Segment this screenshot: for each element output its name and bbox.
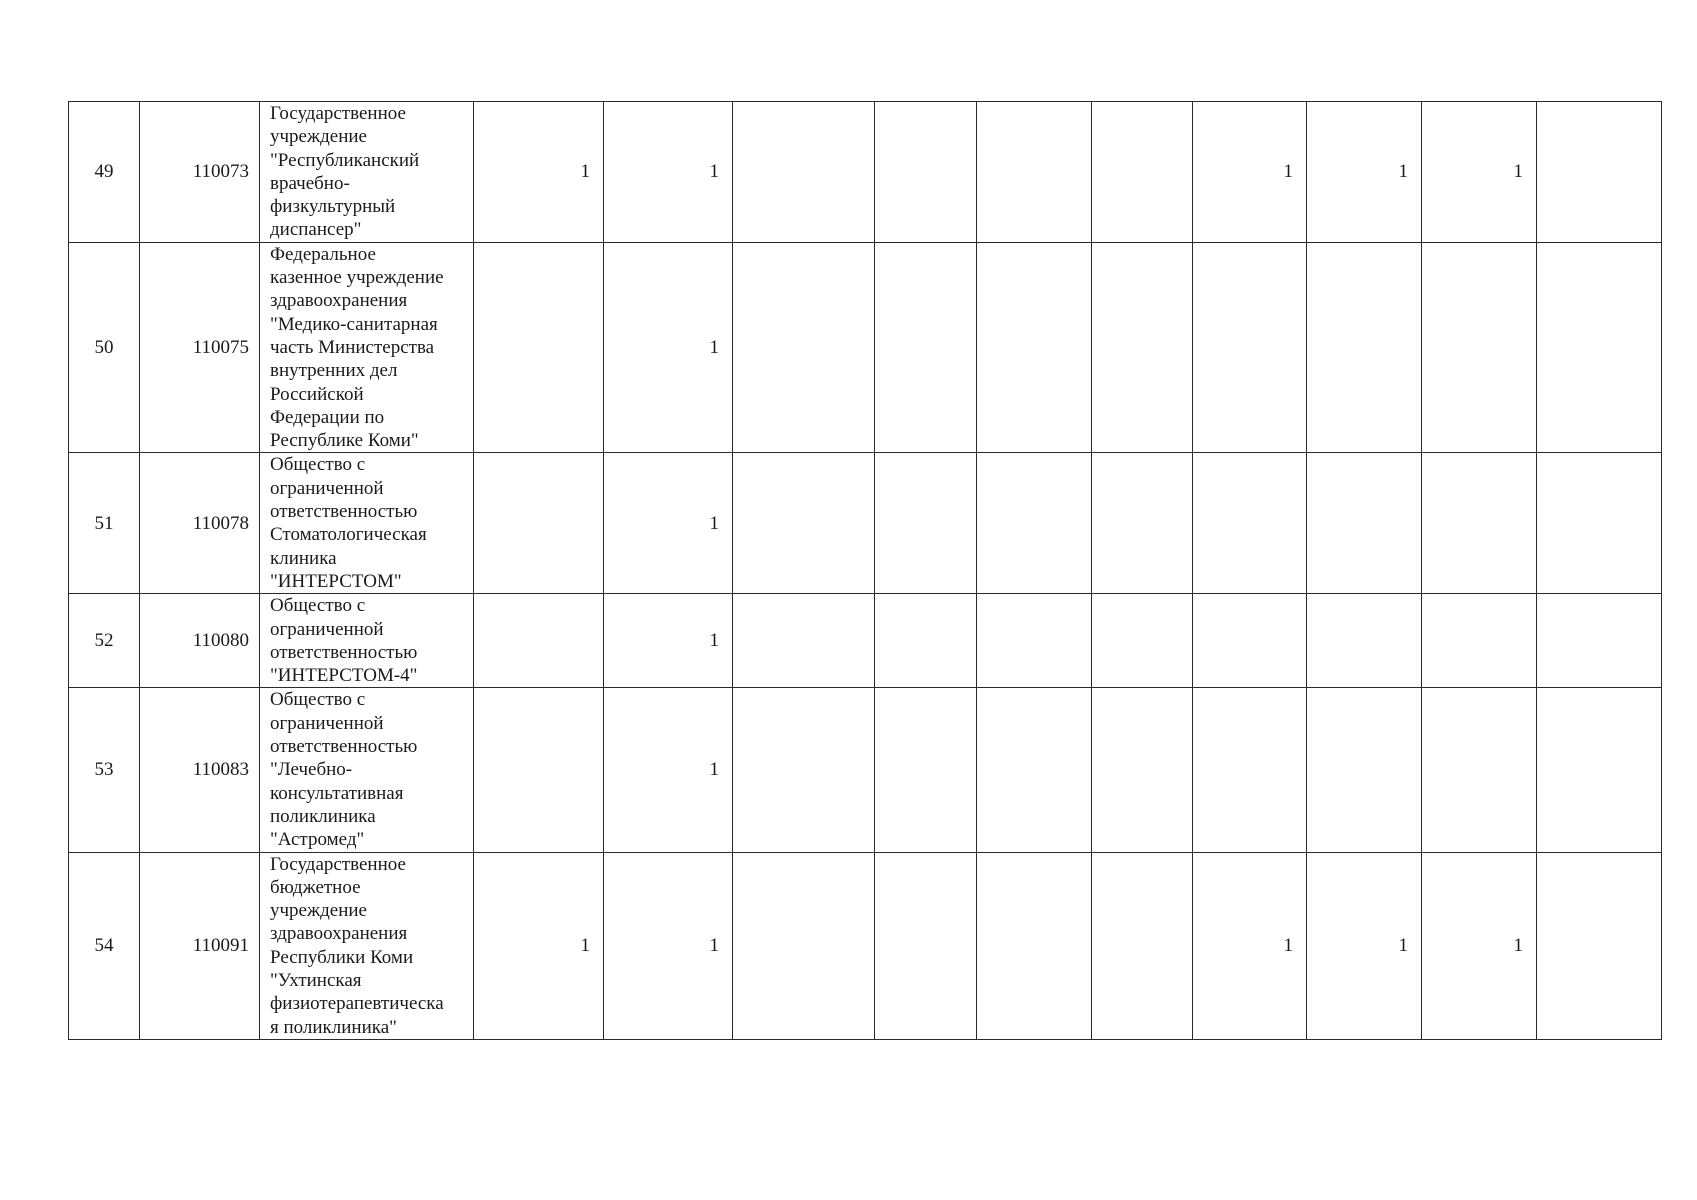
- facility-name-line: здравоохранения: [270, 923, 408, 945]
- row-number-cell: 52: [69, 594, 140, 688]
- facility-name-line: Российской: [270, 383, 364, 405]
- value-cell: [1193, 594, 1307, 688]
- value-cell: [1307, 594, 1422, 688]
- value-cell: [977, 453, 1092, 594]
- value-cell: [1422, 242, 1537, 453]
- row-number-cell: 54: [69, 852, 140, 1039]
- value-cell: [474, 594, 604, 688]
- value-cell: [474, 453, 604, 594]
- value-cell: [1537, 688, 1662, 852]
- value-cell: [1422, 688, 1537, 852]
- facility-name-line: бюджетное: [270, 876, 361, 898]
- facility-name-cell: [260, 688, 474, 852]
- row-number-cell: 51: [69, 453, 140, 594]
- row-number-cell: 49: [69, 102, 140, 243]
- value-cell: [1307, 453, 1422, 594]
- value-cell: [474, 242, 604, 453]
- facility-code-cell: 110078: [140, 453, 260, 594]
- facility-name-line: "Медико-санитарная: [270, 313, 438, 335]
- facility-name-line: внутренних дел: [270, 360, 398, 382]
- table-row: [69, 102, 1662, 243]
- facility-name-line: ограниченной: [270, 477, 384, 499]
- facility-name-line: ограниченной: [270, 712, 384, 734]
- facility-name-line: Общество с: [270, 454, 366, 476]
- facility-name-line: учреждение: [270, 900, 367, 922]
- value-cell: 1: [474, 102, 604, 243]
- facility-name-cell: [260, 242, 474, 453]
- value-cell: 1: [604, 688, 733, 852]
- value-cell: [875, 852, 977, 1039]
- value-cell: 1: [1193, 852, 1307, 1039]
- facility-code-cell: 110091: [140, 852, 260, 1039]
- facility-name-line: физкультурный: [270, 196, 396, 218]
- value-cell: [733, 852, 875, 1039]
- facility-name-line: "ИНТЕРСТОМ": [270, 570, 402, 592]
- value-cell: 1: [604, 102, 733, 243]
- value-cell: 1: [1307, 102, 1422, 243]
- table-row: [69, 852, 1662, 1039]
- facility-name-line: Федеральное: [270, 243, 376, 265]
- facility-name-line: часть Министерства: [270, 336, 435, 358]
- value-cell: [733, 688, 875, 852]
- value-cell: [1193, 453, 1307, 594]
- facility-name-line: врачебно-: [270, 172, 350, 194]
- facility-code-cell: 110083: [140, 688, 260, 852]
- facility-name-cell: [260, 852, 474, 1039]
- value-cell: [1422, 453, 1537, 594]
- value-cell: [977, 102, 1092, 243]
- value-cell: [1537, 594, 1662, 688]
- value-cell: [1193, 242, 1307, 453]
- value-cell: [977, 242, 1092, 453]
- value-cell: 1: [1193, 102, 1307, 243]
- facility-name-line: поликлиника: [270, 805, 376, 827]
- value-cell: [1422, 594, 1537, 688]
- facility-name-line: "ИНТЕРСТОМ-4": [270, 665, 418, 687]
- value-cell: [733, 594, 875, 688]
- facility-name-line: я поликлиника": [270, 1016, 397, 1038]
- value-cell: [733, 453, 875, 594]
- value-cell: [1092, 852, 1193, 1039]
- facility-name-line: диспансер": [270, 219, 362, 241]
- facility-name-line: Республики Коми: [270, 946, 414, 968]
- facility-code-cell: 110073: [140, 102, 260, 243]
- facility-name-line: "Лечебно-: [270, 759, 353, 781]
- facility-name-line: здравоохранения: [270, 290, 408, 312]
- value-cell: [875, 594, 977, 688]
- value-cell: [733, 102, 875, 243]
- facility-name-line: Государственное: [270, 103, 406, 124]
- facility-name-line: Республике Коми": [270, 430, 419, 452]
- facility-name-line: ответственностью: [270, 736, 418, 758]
- value-cell: 1: [604, 453, 733, 594]
- value-cell: [1193, 688, 1307, 852]
- table-row: [69, 453, 1662, 594]
- value-cell: [977, 688, 1092, 852]
- value-cell: 1: [1422, 102, 1537, 243]
- facility-code-cell: 110075: [140, 242, 260, 453]
- value-cell: [875, 688, 977, 852]
- facility-name-line: Государственное: [270, 853, 406, 875]
- value-cell: [474, 688, 604, 852]
- value-cell: 1: [604, 242, 733, 453]
- value-cell: [875, 242, 977, 453]
- facility-name-cell: [260, 102, 474, 243]
- value-cell: [977, 594, 1092, 688]
- table-row: [69, 242, 1662, 453]
- facility-name-line: физиотерапевтическа: [270, 993, 444, 1015]
- value-cell: [875, 102, 977, 243]
- facility-name-line: ответственностью: [270, 501, 418, 523]
- facility-name-line: Общество с: [270, 689, 366, 711]
- facility-name-line: ограниченной: [270, 618, 384, 640]
- facility-name-line: казенное учреждение: [270, 267, 444, 289]
- facility-name-line: клиника: [270, 547, 337, 569]
- facility-code-cell: 110080: [140, 594, 260, 688]
- facility-name-line: "Ухтинская: [270, 969, 362, 991]
- value-cell: [1537, 242, 1662, 453]
- value-cell: [733, 242, 875, 453]
- value-cell: 1: [604, 852, 733, 1039]
- value-cell: [1537, 453, 1662, 594]
- facility-name-line: учреждение: [270, 126, 367, 148]
- value-cell: [875, 453, 977, 594]
- value-cell: [1537, 102, 1662, 243]
- facility-name-line: "Астромед": [270, 829, 365, 851]
- table-row: [69, 594, 1662, 688]
- facility-name-line: Общество с: [270, 595, 366, 617]
- row-number-cell: 50: [69, 242, 140, 453]
- facility-name-line: "Республиканский: [270, 149, 420, 171]
- value-cell: 1: [1422, 852, 1537, 1039]
- value-cell: [1092, 102, 1193, 243]
- facility-name-line: Стоматологическая: [270, 524, 427, 546]
- value-cell: 1: [1307, 852, 1422, 1039]
- value-cell: [1537, 852, 1662, 1039]
- value-cell: [1307, 242, 1422, 453]
- facility-table: [68, 101, 1662, 1040]
- value-cell: [1092, 688, 1193, 852]
- value-cell: [1307, 688, 1422, 852]
- value-cell: [1092, 594, 1193, 688]
- facility-name-line: Федерации по: [270, 406, 385, 428]
- value-cell: [1092, 453, 1193, 594]
- value-cell: [1092, 242, 1193, 453]
- facility-name-line: консультативная: [270, 782, 404, 804]
- facility-name-cell: [260, 594, 474, 688]
- row-number-cell: 53: [69, 688, 140, 852]
- facility-name-cell: [260, 453, 474, 594]
- facility-name-line: ответственностью: [270, 641, 418, 663]
- value-cell: 1: [474, 852, 604, 1039]
- table-row: [69, 688, 1662, 852]
- value-cell: [977, 852, 1092, 1039]
- value-cell: 1: [604, 594, 733, 688]
